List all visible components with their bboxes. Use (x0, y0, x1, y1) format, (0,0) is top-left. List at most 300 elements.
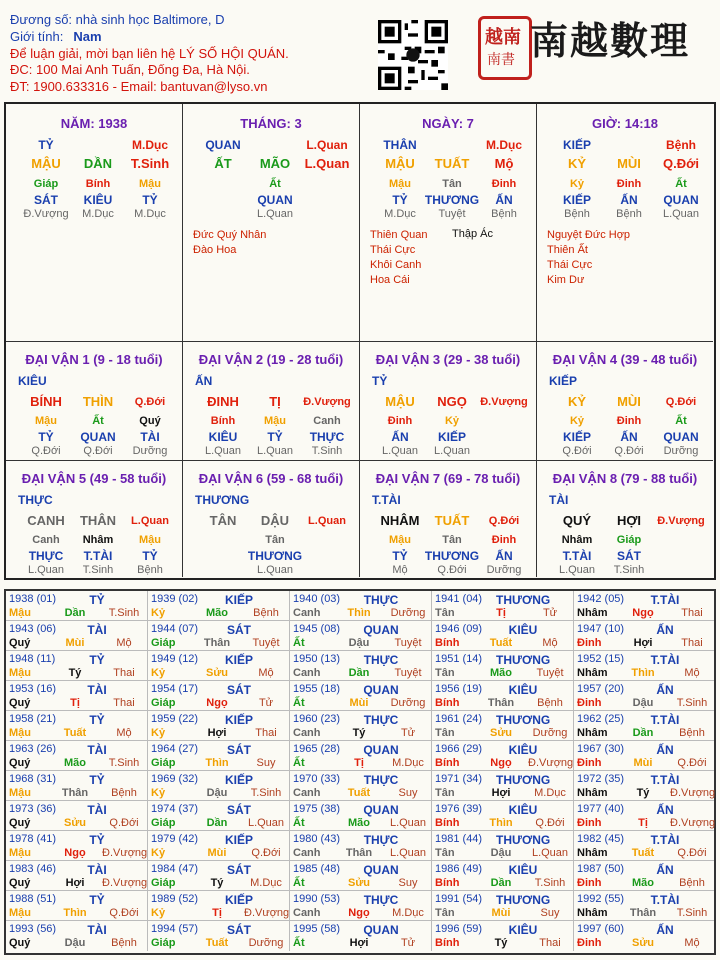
dai-van-stem: QUÝ (562, 513, 592, 528)
year-god: TỶ (89, 833, 105, 847)
year-cell (432, 801, 574, 831)
hidden-stem: Đinh (616, 178, 642, 190)
year-cell (574, 741, 714, 771)
year-cell (148, 891, 290, 921)
dai-van-hidden-stem: Ất (675, 415, 687, 427)
year-stem: Bính (435, 937, 460, 949)
year-cell (574, 801, 714, 831)
year-branch: Sửu (205, 667, 229, 679)
dai-van-hidden-life: Q.Đới (562, 445, 592, 457)
year-number: 1985 (48) (293, 863, 341, 875)
year-branch: Tuất (347, 787, 371, 799)
year-cell (6, 831, 148, 861)
year-number: 1940 (03) (293, 593, 341, 605)
pillar-god: THÂN (383, 138, 417, 152)
pillar-stem-branch: Mộ (494, 156, 514, 171)
year-stem: Nhâm (577, 667, 608, 679)
hidden-life-stage: M.Dục (82, 208, 114, 220)
year-stem: Nhâm (577, 607, 608, 619)
year-stem: Giáp (151, 877, 176, 889)
year-stem: Mậu (9, 607, 31, 619)
year-stem: Canh (293, 727, 321, 739)
year-cell (6, 681, 148, 711)
year-branch: Dần (64, 607, 86, 619)
hidden-life-stage: Bệnh (616, 208, 642, 220)
year-branch: Tuất (205, 937, 229, 949)
year-branch: Mùi (349, 697, 369, 709)
year-number: 1977 (40) (577, 803, 625, 815)
year-god: SÁT (227, 623, 251, 637)
year-branch: Sửu (631, 937, 655, 949)
seal-top-text: 越南 (485, 27, 521, 48)
dai-van-hidden-stem: Canh (32, 534, 60, 546)
year-branch: Thìn (347, 607, 371, 619)
dai-van-stem: BÍNH (30, 394, 62, 409)
year-life-stage: Đ.Vượng (102, 877, 148, 889)
year-life-stage: Bệnh (679, 727, 705, 739)
seal-bottom-text: 南書 (487, 52, 515, 68)
year-cell (290, 801, 432, 831)
year-stem: Kỷ (151, 727, 166, 739)
year-number: 1983 (46) (9, 863, 57, 875)
year-life-stage: Suy (398, 877, 418, 889)
pillar-cell (183, 104, 360, 342)
year-branch: Tị (212, 907, 222, 919)
year-life-stage: Q.Đới (677, 757, 707, 769)
year-god: SÁT (227, 923, 251, 937)
dai-van-cell (360, 342, 537, 461)
year-god: SÁT (227, 863, 251, 877)
year-stem: Giáp (151, 817, 176, 829)
hidden-stem: Giáp (33, 178, 59, 190)
year-life-stage: Q.Đới (677, 847, 707, 859)
year-stem: Kỷ (151, 787, 166, 799)
pillar-god: L.Quan (306, 138, 348, 152)
year-god: T.TÀI (650, 653, 680, 667)
year-cell (432, 621, 574, 651)
pillar-stem-branch: L.Quan (304, 156, 350, 171)
dai-van-hidden-life: L.Quan (27, 564, 65, 576)
year-stem: Mậu (9, 667, 31, 679)
year-branch: Dần (490, 877, 512, 889)
dai-van-hidden-stem: Mậu (389, 534, 411, 546)
year-cell (6, 891, 148, 921)
dai-van-hidden-god: TỶ (142, 549, 158, 563)
year-branch: Dần (206, 817, 228, 829)
year-cell (574, 831, 714, 861)
dai-van-hidden-stem: Quý (139, 415, 161, 427)
year-number: 1962 (25) (577, 713, 625, 725)
star-item: Thiên Ất (547, 244, 588, 256)
year-god: TÀI (87, 863, 107, 877)
star-item: Kim Dư (547, 274, 585, 286)
year-god: THƯƠNG (496, 653, 551, 667)
year-stem: Ất (293, 817, 305, 829)
year-god: THỰC (363, 773, 399, 787)
year-branch: Mão (206, 607, 228, 619)
year-number: 1959 (22) (151, 713, 199, 725)
year-god: KIÊU (508, 923, 538, 937)
year-branch: Tuất (63, 727, 87, 739)
year-cell (290, 651, 432, 681)
year-cell (290, 741, 432, 771)
year-branch: Ngọ (632, 607, 654, 619)
year-life-stage: Thai (539, 937, 561, 949)
dai-van-stem: MẬU (385, 394, 415, 409)
dai-van-hidden-stem: Đinh (616, 415, 642, 427)
year-number: 1980 (43) (293, 833, 341, 845)
hidden-stem: Ất (675, 178, 687, 190)
pillar-cell (537, 104, 713, 342)
year-god: KIÊU (508, 863, 538, 877)
year-god: QUAN (363, 683, 399, 697)
dai-van-life-stage: Đ.Vượng (303, 396, 351, 408)
year-branch: Ngọ (490, 757, 512, 769)
year-number: 1979 (42) (151, 833, 199, 845)
year-god: THƯƠNG (496, 893, 551, 907)
year-cell (6, 591, 148, 621)
year-god: KIẾP (224, 893, 253, 907)
year-stem: Quý (9, 757, 31, 769)
year-life-stage: Tử (400, 727, 416, 739)
year-life-stage: T.Sinh (534, 877, 566, 889)
star-item: Đức Quý Nhân (193, 229, 267, 241)
year-branch: Tị (638, 817, 648, 829)
pillar-stem-branch: ẤT (214, 156, 232, 171)
dai-van-hidden-life: L.Quan (558, 564, 596, 576)
year-branch: Dần (632, 727, 654, 739)
year-stem: Đinh (577, 697, 602, 709)
star-list (370, 228, 427, 288)
year-number: 1957 (20) (577, 683, 625, 695)
year-cell (290, 891, 432, 921)
year-life-stage: L.Quan (389, 817, 427, 829)
dai-van-branch: THÂN (79, 513, 117, 528)
dai-van-stem: TÂN (209, 513, 237, 528)
dai-van-title: ĐẠI VẬN 2 (19 - 28 tuổi) (198, 352, 344, 367)
year-cell (148, 741, 290, 771)
year-cell (432, 891, 574, 921)
year-god: THƯƠNG (496, 773, 551, 787)
dai-van-hidden-stem: Tân (265, 534, 285, 546)
year-stem: Tân (435, 907, 455, 919)
year-number: 1954 (17) (151, 683, 199, 695)
year-number: 1952 (15) (577, 653, 625, 665)
year-number: 1982 (45) (577, 833, 625, 845)
year-god: KIẾP (224, 833, 253, 847)
year-stem: Đinh (577, 937, 602, 949)
year-branch: Ngọ (348, 907, 370, 919)
dai-van-life-stage: Đ.Vượng (480, 396, 528, 408)
dai-van-hidden-life: L.Quan (256, 445, 294, 457)
year-life-stage: Thai (255, 727, 277, 739)
year-branch: Thân (61, 787, 89, 799)
dai-van-title: ĐẠI VẬN 8 (79 - 88 tuổi) (552, 471, 698, 486)
dai-van-hidden-stem: Ất (92, 415, 104, 427)
pillar-stem-branch: MẬU (31, 156, 61, 171)
year-stem: Ất (293, 877, 305, 889)
year-life-stage: T.Sinh (108, 607, 140, 619)
dai-van-hidden-life: Dưỡng (132, 445, 168, 457)
year-god: ẤN (656, 803, 674, 817)
dai-van-branch: THÌN (82, 394, 114, 409)
year-number: 1960 (23) (293, 713, 341, 725)
dai-van-branch: HỢI (616, 513, 642, 528)
dai-van-god: TỶ (372, 374, 388, 388)
year-number: 1938 (01) (9, 593, 57, 605)
year-stem: Kỷ (151, 667, 166, 679)
year-number: 1987 (50) (577, 863, 625, 875)
year-cell (148, 921, 290, 951)
dai-van-hidden-god: QUAN (80, 430, 116, 444)
dai-van-hidden-life: L.Quan (256, 564, 294, 576)
year-stem: Giáp (151, 637, 176, 649)
year-branch: Mão (348, 817, 370, 829)
year-stem: Bính (435, 817, 460, 829)
hidden-stem: Kỷ (569, 178, 585, 190)
dai-van-hidden-god: ẤN (620, 430, 638, 444)
pillar-title: NGÀY: 7 (422, 116, 474, 131)
year-number: 1961 (24) (435, 713, 483, 725)
dai-van-stem: KỶ (567, 394, 587, 409)
year-god: KIÊU (508, 743, 538, 757)
year-life-stage: Tử (258, 697, 274, 709)
pillar-god: M.Dục (486, 138, 522, 152)
hidden-god: ẤN (620, 193, 638, 207)
year-life-stage: Mộ (116, 727, 132, 739)
year-life-stage: Bệnh (111, 787, 137, 799)
dai-van-cell (6, 342, 183, 461)
dai-van-hidden-life: Q.Đới (83, 445, 113, 457)
year-life-stage: M.Dục (392, 907, 424, 919)
dai-van-god: ẤN (195, 374, 213, 388)
year-branch: Tị (496, 607, 506, 619)
year-life-stage: Dưỡng (390, 607, 426, 619)
star-item: Hoa Cái (370, 274, 410, 286)
dai-van-cell (183, 461, 360, 577)
dai-van-title: ĐẠI VẬN 3 (29 - 38 tuổi) (375, 352, 521, 367)
gender-value: Nam (73, 28, 102, 44)
dai-van-hidden-stem: Nhâm (561, 534, 593, 546)
dai-van-life-stage: Q.Đới (488, 515, 520, 527)
year-god: KIẾP (224, 593, 253, 607)
year-branch: Hợi (65, 877, 85, 889)
year-branch: Thân (629, 907, 657, 919)
year-god: SÁT (227, 803, 251, 817)
dai-van-god: KIẾP (549, 374, 578, 388)
year-stem: Tân (435, 727, 455, 739)
dai-van-hidden-life: Bệnh (137, 564, 163, 576)
year-life-stage: Suy (256, 757, 276, 769)
year-cell (148, 801, 290, 831)
year-stem: Bính (435, 757, 460, 769)
year-number: 1984 (47) (151, 863, 199, 875)
year-number: 1972 (35) (577, 773, 625, 785)
year-cell (148, 621, 290, 651)
dai-van-hidden-god: ẤN (495, 549, 513, 563)
year-life-stage: Q.Đới (251, 847, 281, 859)
dai-van-hidden-stem: Giáp (616, 534, 642, 546)
dai-van-hidden-life: Q.Đới (437, 564, 467, 576)
year-cell (6, 861, 148, 891)
year-branch: Dậu (206, 787, 228, 799)
year-life-stage: L.Quan (247, 817, 285, 829)
year-number: 1996 (59) (435, 923, 483, 935)
year-branch: Mão (632, 877, 654, 889)
year-cell (574, 681, 714, 711)
year-number: 1986 (49) (435, 863, 483, 875)
pillar-stem-branch: KỶ (567, 156, 587, 171)
star-item: Thái Cực (370, 244, 416, 256)
pillar-god: M.Dục (132, 138, 168, 152)
year-stem: Quý (9, 697, 31, 709)
dai-van-hidden-god: TỶ (392, 549, 408, 563)
year-god: THƯƠNG (496, 713, 551, 727)
year-cell (290, 591, 432, 621)
year-branch: Mão (490, 667, 512, 679)
year-cell (432, 771, 574, 801)
year-god: ẤN (656, 863, 674, 877)
hidden-life-stage: M.Dục (384, 208, 416, 220)
year-number: 1971 (34) (435, 773, 483, 785)
pillar-title: NĂM: 1938 (60, 116, 128, 131)
dai-van-hidden-god: KIẾP (437, 430, 466, 444)
year-branch: Tý (494, 937, 508, 949)
year-branch: Tý (636, 787, 650, 799)
year-stem: Đinh (577, 757, 602, 769)
year-life-stage: M.Dục (534, 787, 566, 799)
dai-van-stem: CANH (27, 513, 65, 528)
dai-van-cell (360, 461, 537, 577)
star-item: Nguyệt Đức Hợp (547, 229, 631, 241)
year-stem: Nhâm (577, 787, 608, 799)
pillar-god: KIẾP (562, 138, 591, 152)
year-branch: Mão (64, 757, 86, 769)
year-life-stage: Bệnh (679, 877, 705, 889)
year-number: 1991 (54) (435, 893, 483, 905)
year-number: 1949 (12) (151, 653, 199, 665)
year-number: 1945 (08) (293, 623, 341, 635)
dai-van-god: THƯƠNG (195, 493, 250, 507)
year-number: 1944 (07) (151, 623, 199, 635)
year-number: 1976 (39) (435, 803, 483, 815)
year-number: 1973 (36) (9, 803, 57, 815)
year-god: ẤN (656, 743, 674, 757)
year-life-stage: Mộ (684, 937, 700, 949)
year-stem: Giáp (151, 757, 176, 769)
year-cell (6, 621, 148, 651)
year-number: 1939 (02) (151, 593, 199, 605)
year-cell (574, 771, 714, 801)
pillar-title: THÁNG: 3 (240, 116, 302, 131)
dai-van-cell (183, 342, 360, 461)
year-number: 1947 (10) (577, 623, 625, 635)
year-life-stage: Q.Đới (109, 817, 139, 829)
dai-van-hidden-stem: Canh (313, 415, 341, 427)
dai-van-hidden-god: SÁT (617, 549, 641, 563)
year-branch: Dậu (64, 937, 86, 949)
dai-van-hidden-god: THỰC (309, 430, 345, 444)
year-cell (6, 651, 148, 681)
year-branch: Mùi (491, 907, 511, 919)
year-cell (432, 861, 574, 891)
year-stem: Đinh (577, 637, 602, 649)
year-number: 1989 (52) (151, 893, 199, 905)
year-number: 1951 (14) (435, 653, 483, 665)
year-god: TÀI (87, 623, 107, 637)
year-number: 1978 (41) (9, 833, 57, 845)
year-cell (148, 861, 290, 891)
year-branch: Tuất (631, 847, 655, 859)
year-life-stage: Suy (398, 787, 418, 799)
year-cell (574, 711, 714, 741)
hidden-god: SÁT (34, 193, 58, 207)
hidden-god: QUAN (663, 193, 699, 207)
year-cell (290, 771, 432, 801)
year-cell (432, 831, 574, 861)
year-branch: Thân (345, 847, 373, 859)
dai-van-hidden-stem: Nhâm (82, 534, 114, 546)
year-branch: Tý (210, 877, 224, 889)
year-number: 1942 (05) (577, 593, 625, 605)
year-cell (148, 711, 290, 741)
year-cell (432, 651, 574, 681)
year-god: KIẾP (224, 773, 253, 787)
dai-van-hidden-god: KIÊU (208, 430, 238, 444)
year-stem: Mậu (9, 847, 31, 859)
year-cell (148, 771, 290, 801)
year-cell (6, 741, 148, 771)
star-item: Thái Cực (547, 259, 593, 271)
year-cell (148, 681, 290, 711)
year-stem: Canh (293, 667, 321, 679)
year-stem: Quý (9, 877, 31, 889)
year-life-stage: Dưỡng (248, 937, 284, 949)
year-stem: Bính (435, 637, 460, 649)
year-stem: Ất (293, 637, 305, 649)
year-cell (574, 651, 714, 681)
year-stem: Canh (293, 907, 321, 919)
year-cell (432, 681, 574, 711)
year-god: QUAN (363, 743, 399, 757)
year-life-stage: Dưỡng (532, 727, 568, 739)
year-branch: Thìn (631, 667, 655, 679)
dai-van-hidden-stem: Tân (442, 534, 462, 546)
year-life-stage: Thai (113, 667, 135, 679)
year-god: KIÊU (508, 683, 538, 697)
year-number: 1968 (31) (9, 773, 57, 785)
dai-van-hidden-god: THỰC (28, 549, 64, 563)
address-line: ĐC: 100 Mai Anh Tuấn, Đống Đa, Hà Nội. (10, 62, 250, 78)
dai-van-hidden-stem: Mậu (35, 415, 57, 427)
year-god: KIẾP (224, 713, 253, 727)
year-cell (574, 861, 714, 891)
dai-van-branch: MÙI (617, 394, 641, 409)
hidden-life-stage: L.Quan (662, 208, 700, 220)
year-god: TÀI (87, 803, 107, 817)
hidden-god: KIÊU (83, 193, 113, 207)
year-cell (290, 621, 432, 651)
star-list (193, 228, 266, 258)
hidden-life-stage: Tuyệt (438, 208, 466, 220)
year-life-stage: Thai (113, 697, 135, 709)
year-number: 1965 (28) (293, 743, 341, 755)
year-cell (290, 831, 432, 861)
year-stem: Bính (435, 877, 460, 889)
hidden-god: QUAN (257, 193, 293, 207)
pillar-cell (360, 104, 537, 342)
year-branch: Dậu (490, 847, 512, 859)
